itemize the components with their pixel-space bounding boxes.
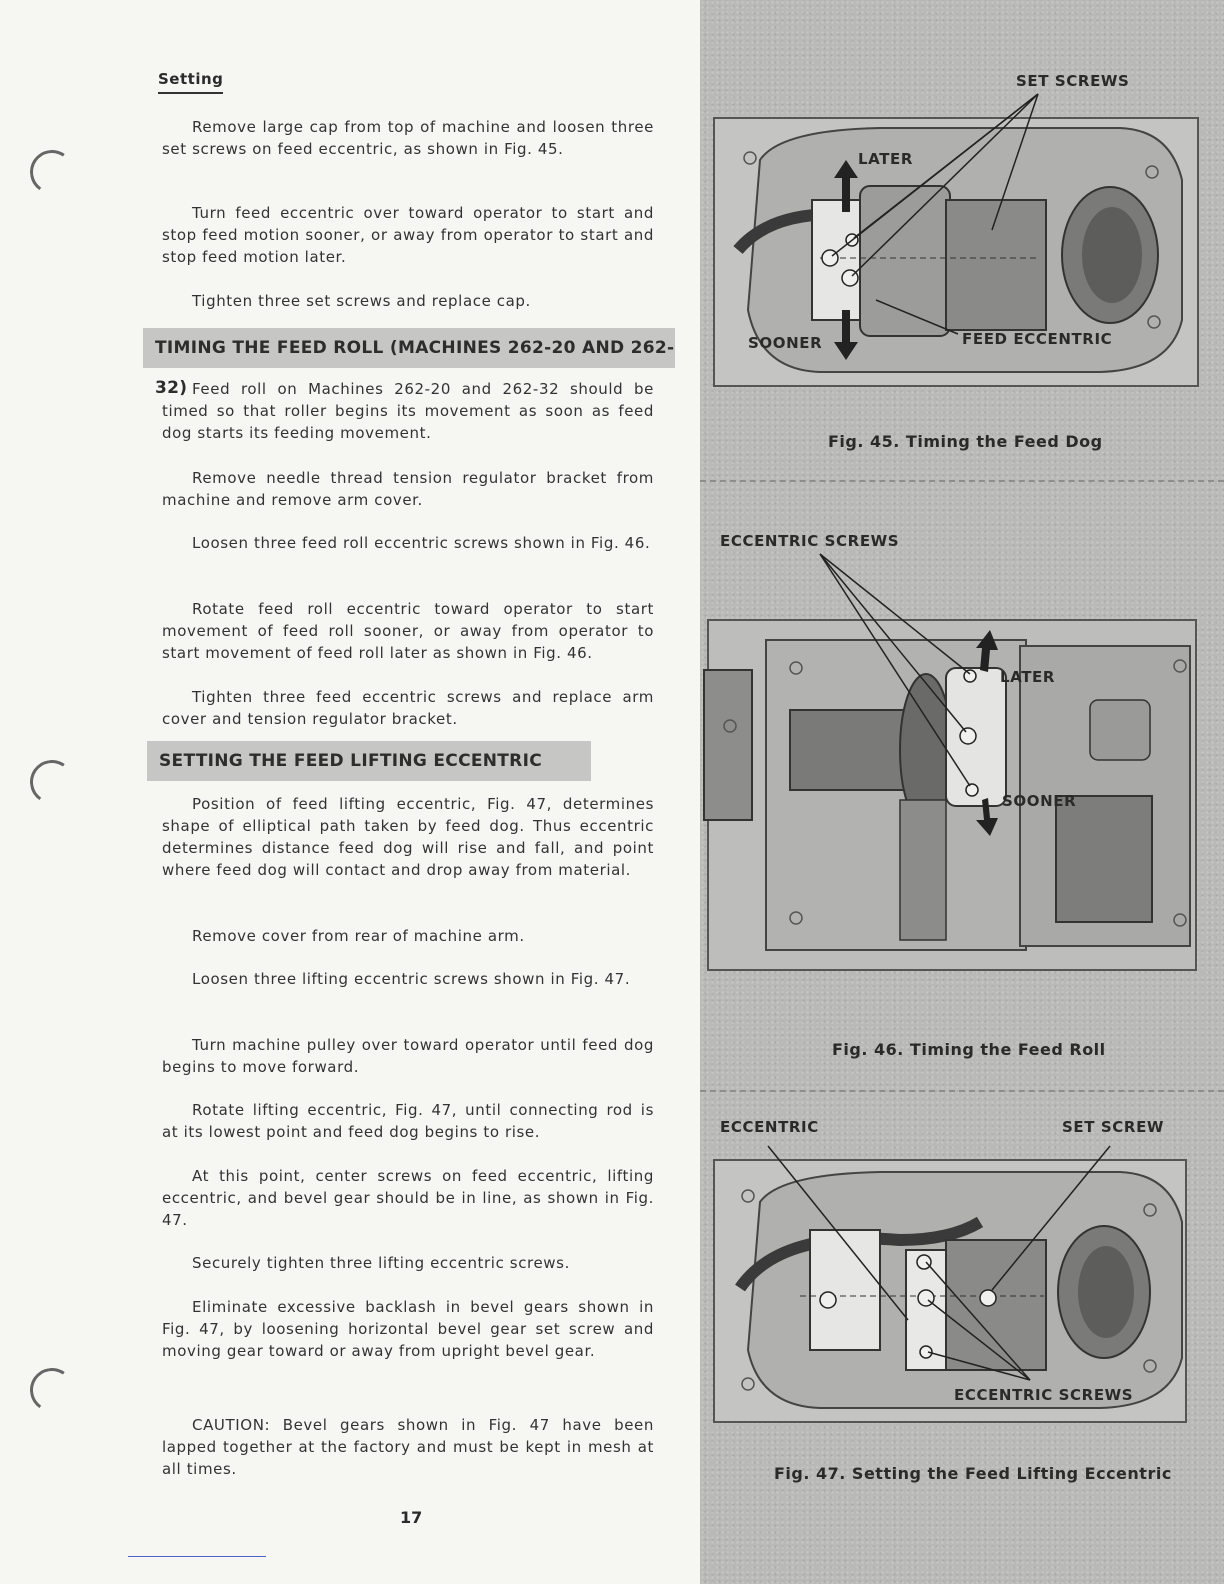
page-number: 17: [400, 1508, 423, 1527]
figure-separator: [700, 1090, 1224, 1092]
paragraph: CAUTION: Bevel gears shown in Fig. 47 have been lapped together at the factory and must be kept in mesh at all times.: [162, 1416, 654, 1478]
fig46-caption: Fig. 46. Timing the Feed Roll: [832, 1040, 1106, 1059]
paragraph: Rotate feed roll eccentric toward operator to start movement of feed roll sooner, or away from operator to start movement of feed roll later as shown in Fig. 46.: [162, 600, 654, 662]
section-title-feed-roll: TIMING THE FEED ROLL (MACHINES 262-20 AND 262-32): [143, 328, 675, 368]
fig45-label-set-screws: SET SCREWS: [1016, 72, 1130, 90]
fig46-illustration: [700, 550, 1224, 980]
fig45-label-sooner: SOONER: [748, 334, 823, 352]
fig46-label-sooner: SOONER: [1002, 792, 1077, 810]
paragraph: Turn machine pulley over toward operator until feed dog begins to move forward.: [162, 1036, 654, 1076]
footer-line: [128, 1556, 266, 1557]
fig47-label-eccentric: ECCENTRIC: [720, 1118, 819, 1136]
paragraph: Loosen three feed roll eccentric screws shown in Fig. 46.: [192, 534, 651, 552]
fig45-illustration: [700, 90, 1224, 400]
paragraph: Remove cover from rear of machine arm.: [192, 927, 525, 945]
paragraph: Remove large cap from top of machine and loosen three set screws on feed eccentric, as shown in Fig. 45.: [162, 118, 654, 158]
fig45-label-later: LATER: [858, 150, 914, 168]
paragraph: Tighten three set screws and replace cap.: [192, 292, 531, 310]
fig47-caption: Fig. 47. Setting the Feed Lifting Eccentric: [774, 1464, 1172, 1483]
paragraph: Loosen three lifting eccentric screws shown in Fig. 47.: [192, 970, 631, 988]
paragraph: Rotate lifting eccentric, Fig. 47, until connecting rod is at its lowest point and feed dog begins to rise.: [162, 1101, 654, 1141]
fig46-label-later: LATER: [1000, 668, 1056, 686]
paragraph: Eliminate excessive backlash in bevel gears shown in Fig. 47, by loosening horizontal bevel gear set screw and moving gear toward or away from upright bevel gear.: [162, 1298, 654, 1360]
paragraph: Feed roll on Machines 262-20 and 262-32 should be timed so that roller begins its movement as soon as feed dog starts its feeding movement.: [162, 380, 654, 442]
figure-separator: [700, 480, 1224, 482]
fig46-label-eccentric-screws: ECCENTRIC SCREWS: [720, 532, 900, 550]
paragraph: Turn feed eccentric over toward operator to start and stop feed motion sooner, or away from operator to start and stop feed motion later.: [162, 204, 654, 266]
section-title-lifting-eccentric: SETTING THE FEED LIFTING ECCENTRIC: [147, 741, 591, 781]
fig45-caption: Fig. 45. Timing the Feed Dog: [828, 432, 1103, 451]
fig45-label-feed-eccentric: FEED ECCENTRIC: [962, 330, 1113, 348]
fig47-illustration: [700, 1130, 1224, 1430]
paragraph: Tighten three feed eccentric screws and replace arm cover and tension regulator bracket.: [162, 688, 654, 728]
paragraph: Position of feed lifting eccentric, Fig. 47, determines shape of elliptical path taken by feed dog. Thus eccentric determines distance feed dog will rise and fall, and point where feed dog will contact and drop away from material.: [162, 795, 654, 879]
setting-heading: Setting: [158, 70, 223, 94]
fig47-label-set-screw: SET SCREW: [1062, 1118, 1165, 1136]
paragraph: At this point, center screws on feed eccentric, lifting eccentric, and bevel gear should be in line, as shown in Fig. 47.: [162, 1167, 654, 1229]
paragraph: Remove needle thread tension regulator bracket from machine and remove arm cover.: [162, 469, 654, 509]
paragraph: Securely tighten three lifting eccentric screws.: [192, 1254, 570, 1272]
fig47-label-eccentric-screws: ECCENTRIC SCREWS: [954, 1386, 1134, 1404]
